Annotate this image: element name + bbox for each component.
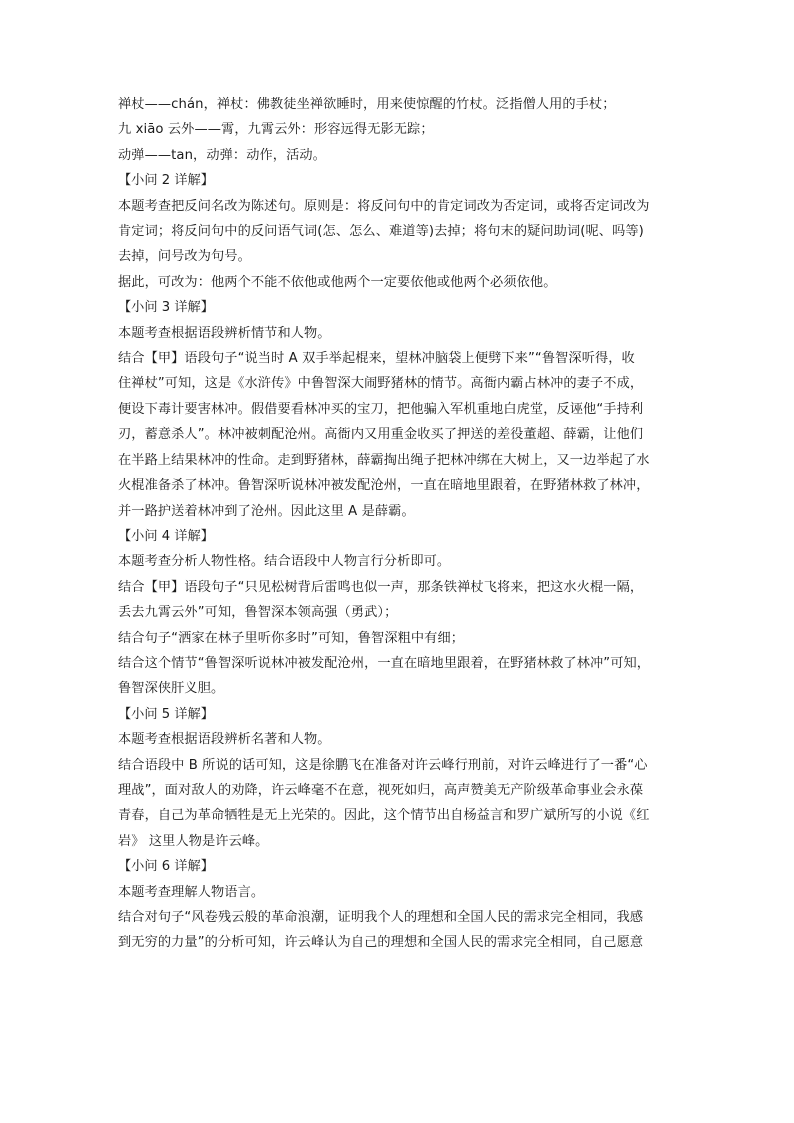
text-line: 结合句子“洒家在林子里听你多时”可知，鲁智深粗中有细； — [118, 630, 465, 646]
text-line: 结合【甲】语段句子“只见松树背后雷鸣也似一声，那条铁禅杖飞将来，把这水火棍一隔， — [118, 579, 644, 595]
text-line: 本题考查理解人物语言。 — [118, 884, 265, 900]
text-line: 本题考查根据语段辨析名著和人物。 — [118, 732, 331, 748]
section-heading: 【小问 3 详解】 — [118, 300, 214, 316]
text-line: 在半路上结果林冲的性命。走到野猪林，薛霸掏出绳子把林冲绑在大树上，又一边举起了水 — [118, 452, 650, 468]
text-line: 刃，蓄意杀人”。林冲被刺配沧州。高衙内又用重金收买了押送的差役董超、薛霸，让他们 — [118, 427, 644, 443]
text-line: 岩》 这里人物是许云峰。 — [118, 833, 269, 849]
text-line: 结合【甲】语段句子“说当时 A 双手举起棍来，望林冲脑袋上便劈下来”“鲁智深听得，收 — [118, 351, 635, 367]
text-line: 便设下毒计要害林冲。假借要看林冲买的宝刀，把他骗入军机重地白虎堂，反诬他“手持利 — [118, 401, 644, 417]
text-line: 青春，自己为革命牺牲是无上光荣的。因此，这个情节出自杨益言和罗广斌所写的小说《红 — [118, 808, 650, 824]
section-heading: 【小问 2 详解】 — [118, 173, 214, 189]
text-line: 去掉，问号改为句号。 — [118, 249, 251, 265]
section-heading: 【小问 6 详解】 — [118, 859, 214, 875]
text-line: 结合语段中 B 所说的话可知，这是徐鹏飞在准备对许云峰行刑前，对许云峰进行了一番“心 — [118, 757, 648, 773]
text-line: 禅杖——chán，禅杖：佛教徒坐禅欲睡时，用来使惊醒的竹杖。泛指僧人用的手杖； — [118, 97, 616, 112]
text-line: 据此，可改为：他两个不能不依他或他两个一定要依他或他两个必须依他。 — [118, 274, 557, 290]
text-line: 结合对句子“风卷残云般的革命浪潮，证明我个人的理想和全国人民的需求完全相同，我感 — [118, 910, 644, 925]
text-line: 住禅杖”可知，这是《水浒传》中鲁智深大闹野猪林的情节。高衙内霸占林冲的妻子不成， — [118, 376, 644, 392]
text-line: 结合这个情节“鲁智深听说林冲被发配沧州，一直在暗地里跟着，在野猪林救了林冲”可知， — [118, 655, 651, 671]
text-line: 九 xiāo 云外——霄，九霄云外：形容远得无影无踪； — [118, 122, 434, 138]
text-line: 本题考查分析人物性格。结合语段中人物言行分析即可。 — [118, 554, 451, 570]
text-line: 肯定词；将反问句中的反问语气词(怎、怎么、难道等)去掉；将句末的疑问助词(呢、吗等) — [118, 224, 644, 240]
section-heading: 【小问 5 详解】 — [118, 706, 214, 722]
text-line: 动弹——tan，动弹：动作，活动。 — [118, 147, 326, 163]
text-line: 火棍准备杀了林冲。鲁智深听说林冲被发配沧州，一直在暗地里跟着，在野猪林救了林冲， — [118, 478, 650, 494]
text-line: 本题考查把反问名改为陈述句。原则是：将反问句中的肯定词改为否定词，或将否定词改为 — [118, 198, 650, 214]
document-page — [118, 92, 684, 956]
text-line: 并一路护送着林冲到了沧州。因此这里 A 是薛霸。 — [118, 503, 415, 519]
text-line: 本题考查根据语段辨析情节和人物。 — [118, 325, 331, 341]
text-line: 鲁智深侠肝义胆。 — [118, 681, 225, 697]
text-line: 丢去九霄云外”可知，鲁智深本领高强（勇武）； — [118, 605, 398, 621]
section-heading: 【小问 4 详解】 — [118, 528, 214, 544]
text-line: 到无穷的力量”的分析可知，许云峰认为自己的理想和全国人民的需求完全相同，自己愿意 — [118, 935, 644, 951]
text-line: 理战”，面对敌人的劝降，许云峰毫不在意，视死如归，高声赞美无产阶级革命事业会永葆 — [118, 782, 644, 798]
